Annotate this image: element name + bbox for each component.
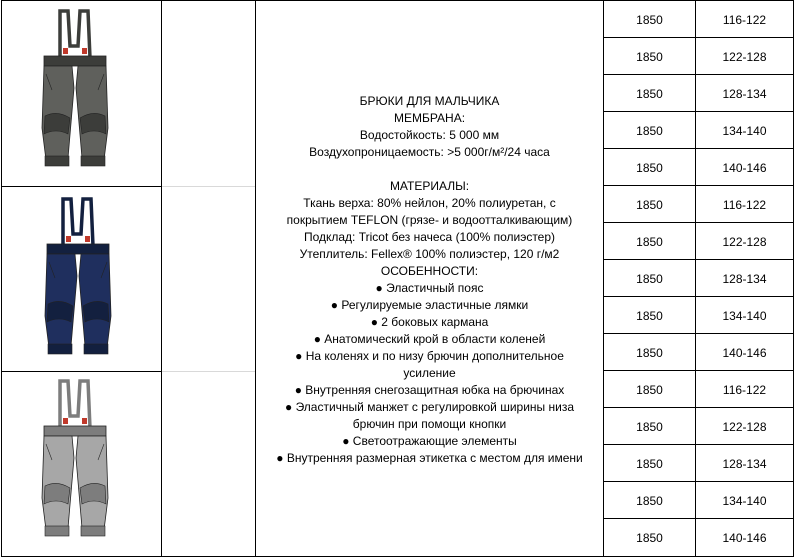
- outer-fabric-coating: покрытием TEFLON (грязе- и водоотталкивающим): [286, 213, 573, 227]
- size-cell: 122-128: [722, 234, 767, 249]
- size-cell: 128-134: [722, 456, 767, 471]
- product-description: [258, 93, 601, 467]
- feature-item: усиление: [403, 366, 456, 380]
- row-divider: [603, 296, 794, 297]
- cuff: [45, 156, 69, 166]
- row-divider: [603, 481, 794, 482]
- feature-item: ● Внутренняя размерная этикетка с местом для имени: [276, 451, 583, 465]
- outer-fabric: Ткань верха: 80% нейлон, 20% полиуретан, с: [303, 196, 556, 210]
- knee-patch: [47, 301, 73, 322]
- price-cell: 1850: [636, 493, 663, 508]
- size-cell: 134-140: [722, 308, 767, 323]
- price-cell: 1850: [636, 234, 663, 249]
- row-divider: [603, 37, 794, 38]
- price-cell: 1850: [636, 456, 663, 471]
- feature-item: ● Эластичный манжет с регулировкой ширины низа: [284, 400, 575, 414]
- suspender-clip: [63, 418, 68, 424]
- feature-item: ● Регулируемые эластичные лямки: [330, 298, 529, 312]
- price-cell: 1850: [636, 419, 663, 434]
- size-cell: 140-146: [722, 345, 767, 360]
- size-cell: 116-122: [722, 382, 767, 397]
- knee-patch: [44, 113, 70, 134]
- suspender-clip: [82, 418, 87, 424]
- price-cell: 1850: [636, 86, 663, 101]
- product-title: БРЮКИ ДЛЯ МАЛЬЧИКА: [359, 94, 500, 108]
- feature-item: ● Внутренняя снегозащитная юбка на брючинах: [294, 383, 565, 397]
- left-leg: [42, 66, 74, 160]
- price-cell: 1850: [636, 271, 663, 286]
- materials-heading: МАТЕРИАЛЫ:: [389, 179, 470, 193]
- right-leg: [76, 436, 108, 530]
- suspender-clip: [82, 48, 87, 54]
- waistband: [47, 244, 109, 254]
- size-cell: 128-134: [722, 271, 767, 286]
- cuff: [81, 526, 105, 536]
- price-cell: 1850: [636, 345, 663, 360]
- row-divider: [603, 259, 794, 260]
- row-divider: [603, 111, 794, 112]
- suspender-clip: [66, 236, 71, 242]
- right-leg: [76, 66, 108, 160]
- size-cell: 122-128: [722, 49, 767, 64]
- right-leg: [79, 254, 111, 348]
- insulation: Утеплитель: Fellex® 100% полиэстер, 120 г/м2: [299, 247, 560, 261]
- lining: Подклад: Tricot без начеса (100% полиэстер): [303, 230, 556, 244]
- size-cell: 140-146: [722, 530, 767, 545]
- feature-item: брючин при помощи кнопки: [352, 417, 507, 431]
- feature-item: ● Светоотражающие элементы: [342, 434, 517, 448]
- row-divider: [603, 222, 794, 223]
- price-cell: 1850: [636, 530, 663, 545]
- light-grey-pants-icon: [30, 378, 120, 550]
- row-divider: [603, 74, 794, 75]
- price-cell: 1850: [636, 308, 663, 323]
- size-cell: 116-122: [722, 197, 767, 212]
- left-leg: [45, 254, 77, 348]
- cuff: [48, 344, 72, 354]
- price-cell: 1850: [636, 160, 663, 175]
- row-divider: [603, 148, 794, 149]
- row-divider: [603, 444, 794, 445]
- cuff: [84, 344, 108, 354]
- breathability: Воздухопроницаемость: >5 000г/м²/24 часа: [309, 145, 550, 159]
- row-divider: [603, 333, 794, 334]
- row-divider: [603, 518, 794, 519]
- row-divider: [603, 185, 794, 186]
- price-cell: 1850: [636, 382, 663, 397]
- price-cell: 1850: [636, 197, 663, 212]
- dark-grey-pants-icon: [30, 8, 120, 180]
- left-leg: [42, 436, 74, 530]
- knee-patch: [80, 483, 106, 504]
- feature-item: ● На коленях и по низу брючин дополнительное: [295, 349, 564, 363]
- feature-item: ● 2 боковых кармана: [370, 315, 489, 329]
- cuff: [81, 156, 105, 166]
- water-resistance: Водостойкость: 5 000 мм: [359, 128, 500, 142]
- row-divider: [603, 370, 794, 371]
- suspender-clip: [63, 48, 68, 54]
- size-cell: 134-140: [722, 123, 767, 138]
- price-cell: 1850: [636, 123, 663, 138]
- feature-item: ● Эластичный пояс: [375, 281, 484, 295]
- price-cell: 1850: [636, 12, 663, 27]
- cuff: [45, 526, 69, 536]
- size-cell: 116-122: [722, 12, 767, 27]
- size-cell: 134-140: [722, 493, 767, 508]
- size-cell: 140-146: [722, 160, 767, 175]
- knee-patch: [44, 483, 70, 504]
- spacer: [258, 161, 601, 178]
- features-heading: ОСОБЕННОСТИ:: [380, 264, 479, 278]
- membrane-heading: МЕМБРАНА:: [393, 111, 466, 125]
- price-cell: 1850: [636, 49, 663, 64]
- knee-patch: [80, 113, 106, 134]
- feature-item: ● Анатомический крой в области коленей: [313, 332, 546, 346]
- suspender-clip: [85, 236, 90, 242]
- size-cell: 128-134: [722, 86, 767, 101]
- size-cell: 122-128: [722, 419, 767, 434]
- waistband: [44, 56, 106, 66]
- navy-pants-icon: [33, 196, 123, 364]
- knee-patch: [83, 301, 109, 322]
- waistband: [44, 426, 106, 436]
- row-divider: [603, 407, 794, 408]
